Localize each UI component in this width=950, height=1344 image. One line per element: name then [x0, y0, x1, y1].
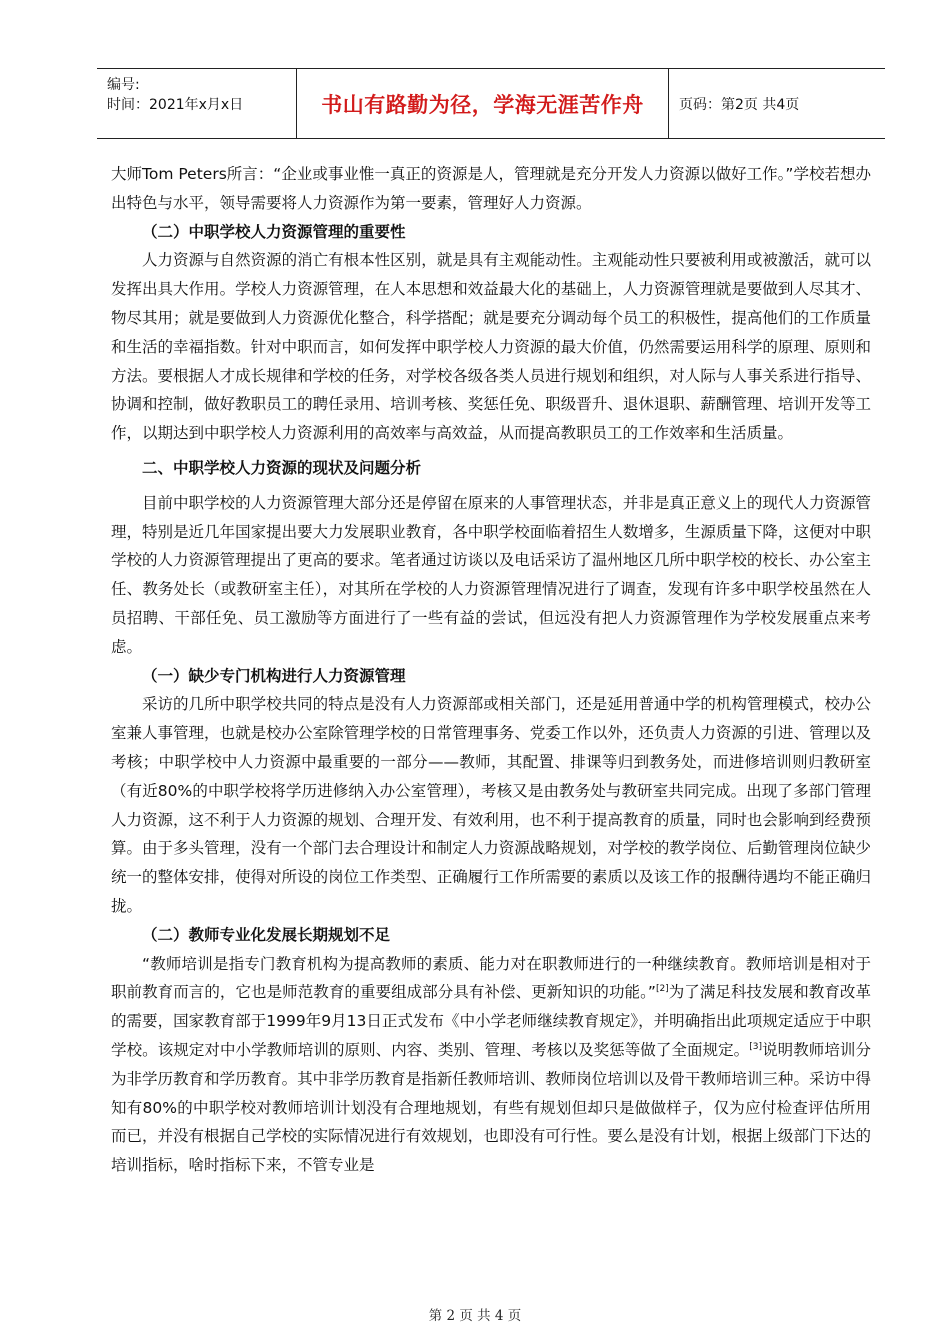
subsection-heading: （二）教师专业化发展长期规划不足 — [142, 925, 391, 944]
paragraph-text: 为了满足科技发展和教育改革的需要，国家教育部于1999年9月13日正式发布《中小学老师继续教育规定》，并明确指出此项规定适应于中职学校。该规定对中小学教师培训的原则、内容、类别、管理、考核以及奖惩等做了全面规定。 — [111, 983, 871, 1059]
paragraph — [111, 950, 871, 1180]
paragraph: 目前中职学校的人力资源管理大部分还是停留在原来的人事管理状态，并非是真正意义上的现代人力资源管理，特别是近几年国家提出要大力发展职业教育，各中职学校面临着招生人数增多，生源质量下降，这便对中职学校的人力资源管理提出了更高的要求。笔者通过访谈以及电话采访了温州地区几所中职学校的校长、办公室主任、教务处长（或教研室主任），对其所在学校的人力资源管理情况进行了调查，发现有许多中职学校虽然在人员招聘、干部任免、员工激励等方面进行了一些有益的尝试，但远没有把人力资源管理作为学校发展重点来考虑。 — [111, 493, 871, 656]
paragraph: 采访的几所中职学校共同的特点是没有人力资源部或相关部门，还是延用普通中学的机构管理模式，校办公室兼人事管理，也就是校办公室除管理学校的日常管理事务、党委工作以外，还负责人力资源的引进、管理以及考核；中职学校中人力资源中最重要的一部分——教师，其配置、排课等归到教务处，而进修培训则归教研室（有近80%的中职学校将学历进修纳入办公室管理），考核又是由教务处与教研室共同完成。出现了多部门管理人力资源，这不利于人力资源的规划、合理开发、有效利用，也不利于提高教育的质量，同时也会影响到经费预算。由于多头管理，没有一个部门去合理设计和制定人力资源战略规划，对学校的教学岗位、后勤管理岗位缺少统一的整体安排，使得对所设的岗位工作类型、正确履行工作所需要的素质以及该工作的报酬待遇均不能正确归拢。 — [111, 695, 871, 915]
body-content — [111, 160, 871, 1180]
header-meta-cell — [97, 69, 297, 138]
page-footer: 第 2 页 共 4 页 — [428, 1308, 522, 1324]
citation-ref: [3] — [749, 1041, 763, 1052]
paragraph: 大师Tom Peters所言：“企业或事业惟一真正的资源是人，管理就是充分开发人力资源以做好工作。”学校若想办出特色与水平，领导需要将人力资源作为第一要素，管理好人力资源。 — [111, 165, 871, 212]
paragraph-text: 说明教师培训分为非学历教育和学历教育。其中非学历教育是指新任教师培训、教师岗位培训以及骨干教师培训三种。采访中得知有80%的中职学校对教师培训计划没有合理地规划，有些有规划但却只是做做样子，仅为应付检查评估所用而已，并没有根据自己学校的实际情况进行有效规划，也即没有可行性。要么是没有计划，根据上级部门下达的培训指标，啥时指标下来，不管专业是 — [111, 1040, 871, 1175]
paragraph-text: “教师培训是指专门教育机构为提高教师的素质、能力对在职教师进行的一种继续教育。教师培训是相对于职前教育而言的，它也是师范教育的重要组成部分具有补偿、更新知识的功能。” — [111, 954, 871, 1002]
header-motto: 书山有路勤为径，学海无涯苦作舟 — [297, 69, 669, 138]
document-time-label: 时间：2021年x月x日 — [107, 97, 244, 113]
subsection-heading: （一）缺少专门机构进行人力资源管理 — [142, 666, 406, 685]
subsection-heading: （二）中职学校人力资源管理的重要性 — [142, 222, 406, 241]
header-page-info: 页码：第2页 共4页 — [679, 96, 800, 113]
page-header — [97, 68, 885, 139]
section-heading: 二、中职学校人力资源的现状及问题分析 — [142, 458, 422, 477]
citation-ref: [2] — [655, 984, 669, 995]
paragraph: 人力资源与自然资源的消亡有根本性区别，就是具有主观能动性。主观能动性只要被利用或被激活，就可以发挥出具大作用。学校人力资源管理，在人本思想和效益最大化的基础上，人力资源管理就是要做到人尽其才、物尽其用；就是要做到人力资源优化整合，科学搭配；就是要充分调动每个员工的积极性，提高他们的工作质量和生活的幸福指数。针对中职而言，如何发挥中职学校人力资源的最大价值，仍然需要运用科学的原理、原则和方法。要根据人才成长规律和学校的任务，对学校各级各类人员进行规划和组织，对人际与人事关系进行指导、协调和控制，做好教职员工的聘任录用、培训考核、奖惩任免、职级晋升、退休退职、薪酬管理、培训开发等工作，以期达到中职学校人力资源利用的高效率与高效益，从而提高教职员工的工作效率和生活质量。 — [111, 251, 871, 443]
document-number-label: 编号: — [107, 77, 140, 93]
